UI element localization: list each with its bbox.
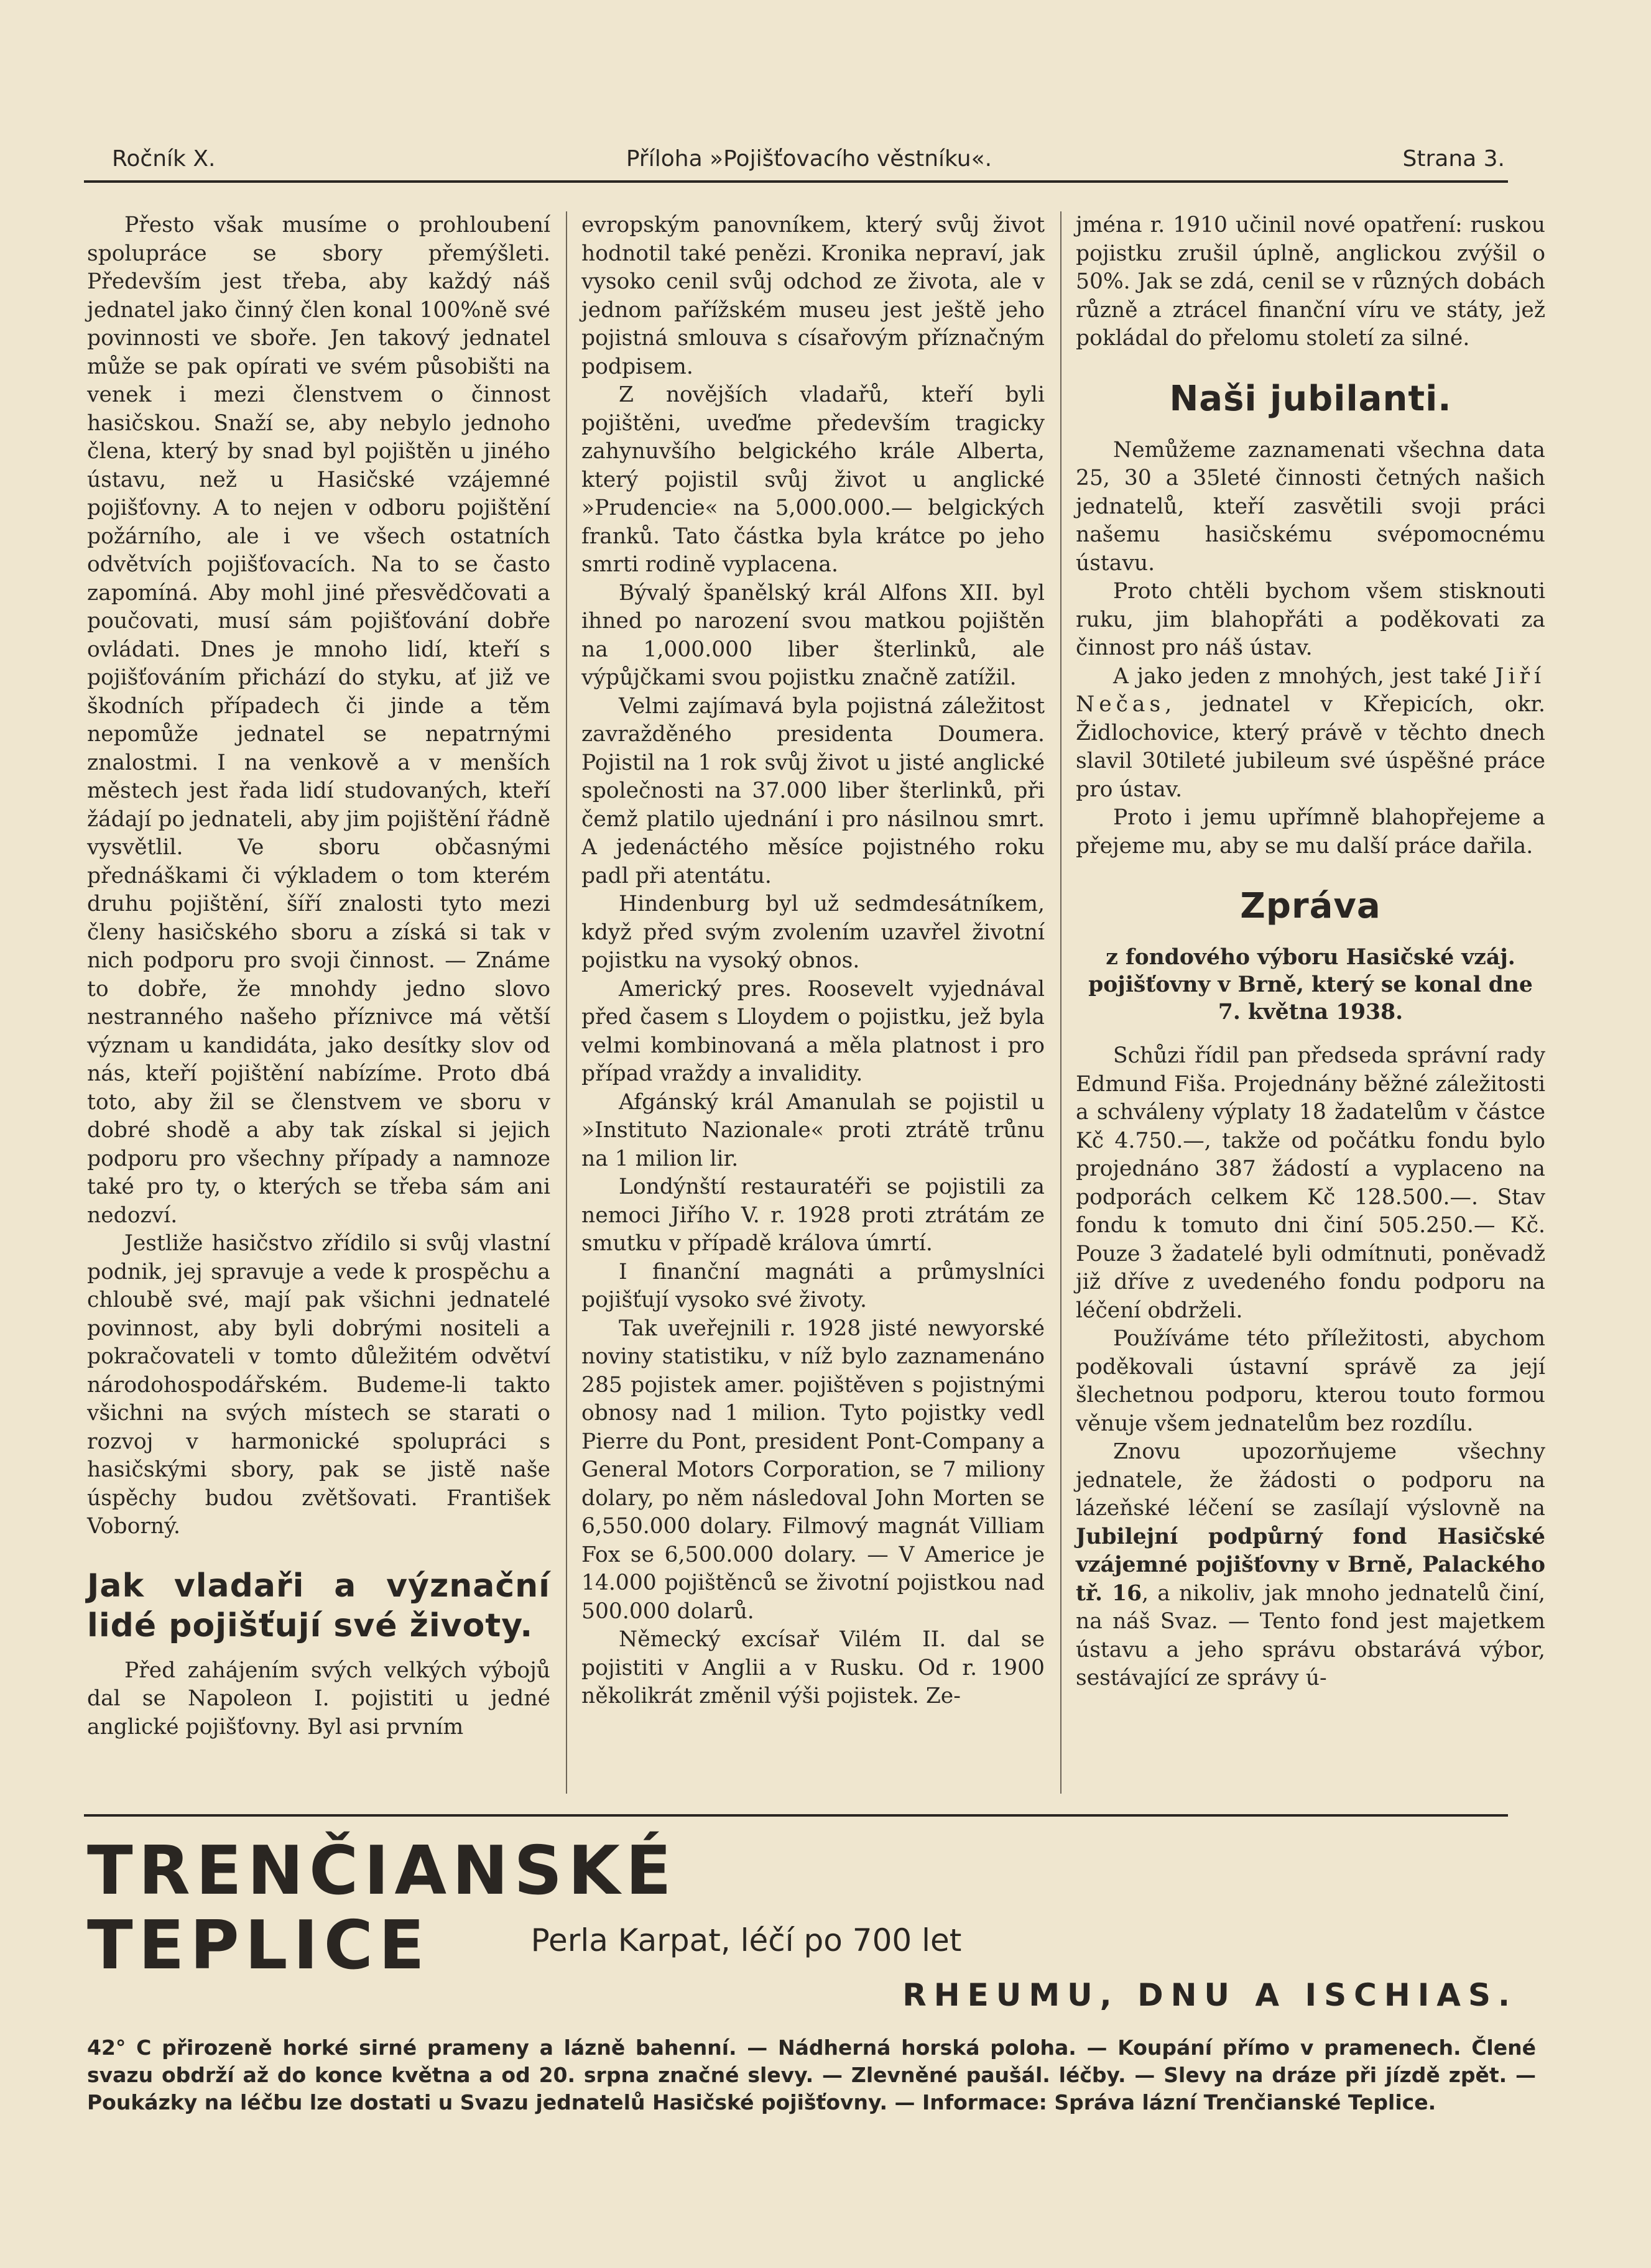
- column-1: [87, 211, 550, 1741]
- article-paragraph: Jestliže hasičstvo zřídilo si svůj vlastní podnik, jej spravuje a vede k prospěchu a chloubě své, mají pak všichni jednatelé povinnost, aby byli dobrými nositeli a pokračovateli v tomto důležitém odvětví národohospodářském. Budeme-li takto všichni na svých místech se starati o rozvoj v harmonické spolupráci s hasičskými sbory, pak se jistě naše úspěchy budou zvětšovati. František Voborný.: [87, 1231, 550, 1539]
- article-paragraph: Proto chtěli bychom všem stisknouti ruku, jim blahopřáti a poděkovati za činnost pro náš ústav.: [1076, 579, 1545, 660]
- article-paragraph: Londýnští restauratéři se pojistili za nemoci Jiřího V. r. 1928 proti ztrátám ze smutku v případě králova úmrtí.: [581, 1174, 1045, 1256]
- text-run: , jednatel v Křepicích, okr. Židlochovice, který právě v těchto dnech slavil 30tileté jubileum své úspěšné práce pro ústav.: [1076, 692, 1545, 802]
- ad-subtitle: Perla Karpat, léčí po 700 let: [530, 1922, 962, 1958]
- advertisement-rule: [84, 1814, 1508, 1817]
- article-paragraph: Americký pres. Roosevelt vyjednával před časem s Lloydem o pojistku, jež byla velmi kombinovaná a měla platnost i pro případ vraždy a invalidity.: [581, 976, 1045, 1086]
- article-paragraph: Bývalý španělský král Alfons XII. byl ihned po narození svou matkou pojištěn na 1,000.000 liber šterlinků, ale výpůjčkami svou pojistku značně zatížil.: [581, 580, 1045, 690]
- text-run: , a nikoliv, jak mnoho jednatelů činí, na náš Svaz. — Tento fond jest majetkem ústavu a jeho správu obstarává výbor, sestávající ze správy ú-: [1076, 1580, 1545, 1690]
- article-paragraph: Před zahájením svých velkých výbojů dal se Napoleon I. pojistiti u jedné anglické pojišťovny. Byl asi prvním: [87, 1657, 550, 1740]
- column-divider-2: [1060, 211, 1061, 1794]
- ad-diseases: RHEUMU, DNU A ISCHIAS.: [902, 1977, 1517, 2013]
- article-paragraph: Německý excísař Vilém II. dal se pojistiti v Anglii a v Rusku. Od r. 1900 několikrát změnil výši pojistek. Ze-: [581, 1627, 1045, 1708]
- report-heading: Zpráva: [1240, 886, 1381, 926]
- jubilant-name: Jiří Nečas: [1076, 663, 1545, 717]
- fund-address: Jubilejní podpůrný fond Hasičské vzájemné pojišťovny v Brně, Palackého tř. 16: [1076, 1524, 1545, 1606]
- article-paragraph: Afgánský král Amanulah se pojistil u »Instituto Nazionale« proti ztrátě trůnu na 1 milion lir.: [581, 1089, 1045, 1171]
- article-paragraph: [1076, 1438, 1545, 1693]
- article-paragraph: Používáme této příležitosti, abychom poděkovali ústavní správě za její šlechetnou podporu, kterou touto formou věnuje všem jednatelům bez rozdílu.: [1076, 1326, 1545, 1436]
- jubilee-heading: Naši jubilanti.: [1169, 378, 1452, 419]
- column-divider-1: [566, 211, 567, 1794]
- article-paragraph: Hindenburg byl už sedmdesátníkem, když před svým zvolením uzavřel životní pojistku na vysoký obnos.: [581, 892, 1045, 973]
- article-paragraph: jména r. 1910 učinil nové opatření: ruskou pojistku zrušil úplně, anglickou zvýšil o 50%. Jak se zdá, cenil se v různých dobách různě a ztrácel finanční víru ve státy, jež pokládal do přelomu století za silné.: [1076, 213, 1545, 351]
- ad-title: TRENČIANSKÉ TEPLICE: [87, 1832, 677, 1984]
- article-paragraph: Nemůžeme zaznamenati všechna data 25, 30 a 35leté činnosti četných našich jednatelů, kteří zasvětili svoji práci našemu hasičskému svépomocnému ústavu.: [1076, 437, 1545, 576]
- column-2: [581, 211, 1045, 1711]
- article-paragraph: Přesto však musíme o prohloubení spolupráce se sbory přemýšleti. Především jest třeba, aby každý náš jednatel jako činný člen konal 100%ně své povinnosti ve sboře. Jen takový jednatel může se pak opírati ve svém působišti na venek i mezi členstvem o činnost hasičskou. Snaží se, aby nebylo jednoho člena, který by snad byl pojištěn u jiného ústavu, než u Hasičské vzájemné pojišťovny. A to nejen v odboru pojištění požárního, ale i ve všech ostatních odvětvích pojišťovacích. Na to se často zapomíná. Aby mohl jiné přesvědčovati a poučovati, musí sám pojišťování dobře ovládati. Dnes je mnoho lidí, kteří s pojišťováním přichází do styku, ať již ve škodních případech či jinde a těm nepomůže jednatel se nepatrnými znalostmi. I na venkově a v menších městech jest řada lidí studovaných, kteří žádají po jednateli, aby jim pojištění řádně vysvětlil. Ve sboru občasnými přednáškami či výkladem o tom kterém druhu pojištění, šíří znalosti tyto mezi členy hasičského sboru a získá si tak v nich podporu pro svoji činnost. — Známe to dobře, že mnohdy jedno slovo nestranného našeho příznivce má větší význam u kandidáta, jako desítky slov od nás, kteří pojištění nabízíme. Proto dbá toto, aby žil se členstvem ve sboru v dobré shodě a aby tak získal si jejich podporu pro všechny případy a namnoze také pro ty, o kterých se třeba sám ani nedozví.: [87, 213, 550, 1228]
- text-run: A jako jeden z mnohých, jest také: [1113, 663, 1496, 689]
- article-paragraph: I finanční magnáti a průmyslníci pojišťují vysoko své životy.: [581, 1259, 1045, 1312]
- article-paragraph: Proto i jemu upřímně blahopřejeme a přejeme mu, aby se mu další práce dařila.: [1076, 805, 1545, 859]
- volume-label: Ročník X.: [112, 146, 216, 172]
- text-run: Znovu upozorňujeme všechny jednatele, že žádosti o podporu na lázeňské léčení se zasílají výslovně na: [1076, 1439, 1545, 1521]
- column-3: [1076, 211, 1545, 1693]
- article-paragraph: Tak uveřejnili r. 1928 jisté newyorské noviny statistiku, v níž bylo zaznamenáno 285 pojistek amer. pojištěven s pojistnými obnosy nad 1 milion. Tyto pojistky vedl Pierre du Pont, president Pont-Company a General Motors Corporation, se 7 miliony dolary, po něm následoval John Morten se 6,550.000 dolary. Filmový magnát Villiam Fox se 6,500.000 dolary. — V Americe je 14.000 pojištěnců se životní pojistkou nad 500.000 dolarů.: [581, 1316, 1045, 1624]
- page-header: [112, 146, 1505, 183]
- article-paragraph: Z novějších vladařů, kteří byli pojištěni, uveďme především tragicky zahynuvšího belgického krále Alberta, který pojistil svůj život u anglické »Prudencie« na 5,000.000.— belgických franků. Tato částka byla krátce po jeho smrti rodině vyplacena.: [581, 382, 1045, 577]
- supplement-title: Příloha »Pojišťovacího věstníku«.: [626, 146, 992, 172]
- ad-info: 42° C přirozeně horké sirné prameny a lázně bahenní. — Nádherná horská poloha. — Koupání přímo v pramenech. Člené svazu obdrží až do konce května a od 20. srpna značné slevy. — Zlevněné paušál. léčby. — Slevy na dráze při jízdě zpět. — Poukázky na léčbu lze dostati u Svazu jednatelů Hasičské pojišťovny. — Informace: Správa lázní Trenčianské Teplice.: [87, 2035, 1536, 2114]
- article-paragraph: evropským panovníkem, který svůj život hodnotil také penězi. Kronika nepraví, jak vysoko cenil svůj odchod ze života, ale v jednom pařížském museu jest ještě jeho pojistná smlouva s císařovým příznačným podpisem.: [581, 213, 1045, 379]
- article-paragraph: Schůzi řídil pan předseda správní rady Edmund Fiša. Projednány běžné záležitosti a schváleny výplaty 18 žadatelům v částce Kč 4.750.—, takže od počátku fondu bylo projednáno 387 žádostí a vyplaceno na podporách celkem Kč 128.500.—. Stav fondu k tomuto dni činí 505.250.— Kč. Pouze 3 žadatelé byli odmítnuti, poněvadž již dříve z uvedeného fondu podporu na léčení obdrželi.: [1076, 1043, 1545, 1323]
- article-paragraph: [1076, 663, 1545, 804]
- report-subheading: z fondového výboru Hasičské vzáj. pojišťovny v Brně, který se konal dne 7. května 1938.: [1088, 945, 1533, 1025]
- page-number: Strana 3.: [1402, 146, 1505, 172]
- header-rule: [84, 180, 1508, 183]
- article-heading: Jak vladaři a význační lidé pojišťují své životy.: [87, 1567, 550, 1644]
- article-paragraph: Velmi zajímavá byla pojistná záležitost zavražděného presidenta Doumera. Pojistil na 1 rok svůj život u jisté anglické společnosti na 37.000 liber šterlinků, při čemž platilo ujednání i pro násilnou smrt. A jedenáctého měsíce pojistného roku padl při atentátu.: [581, 693, 1045, 888]
